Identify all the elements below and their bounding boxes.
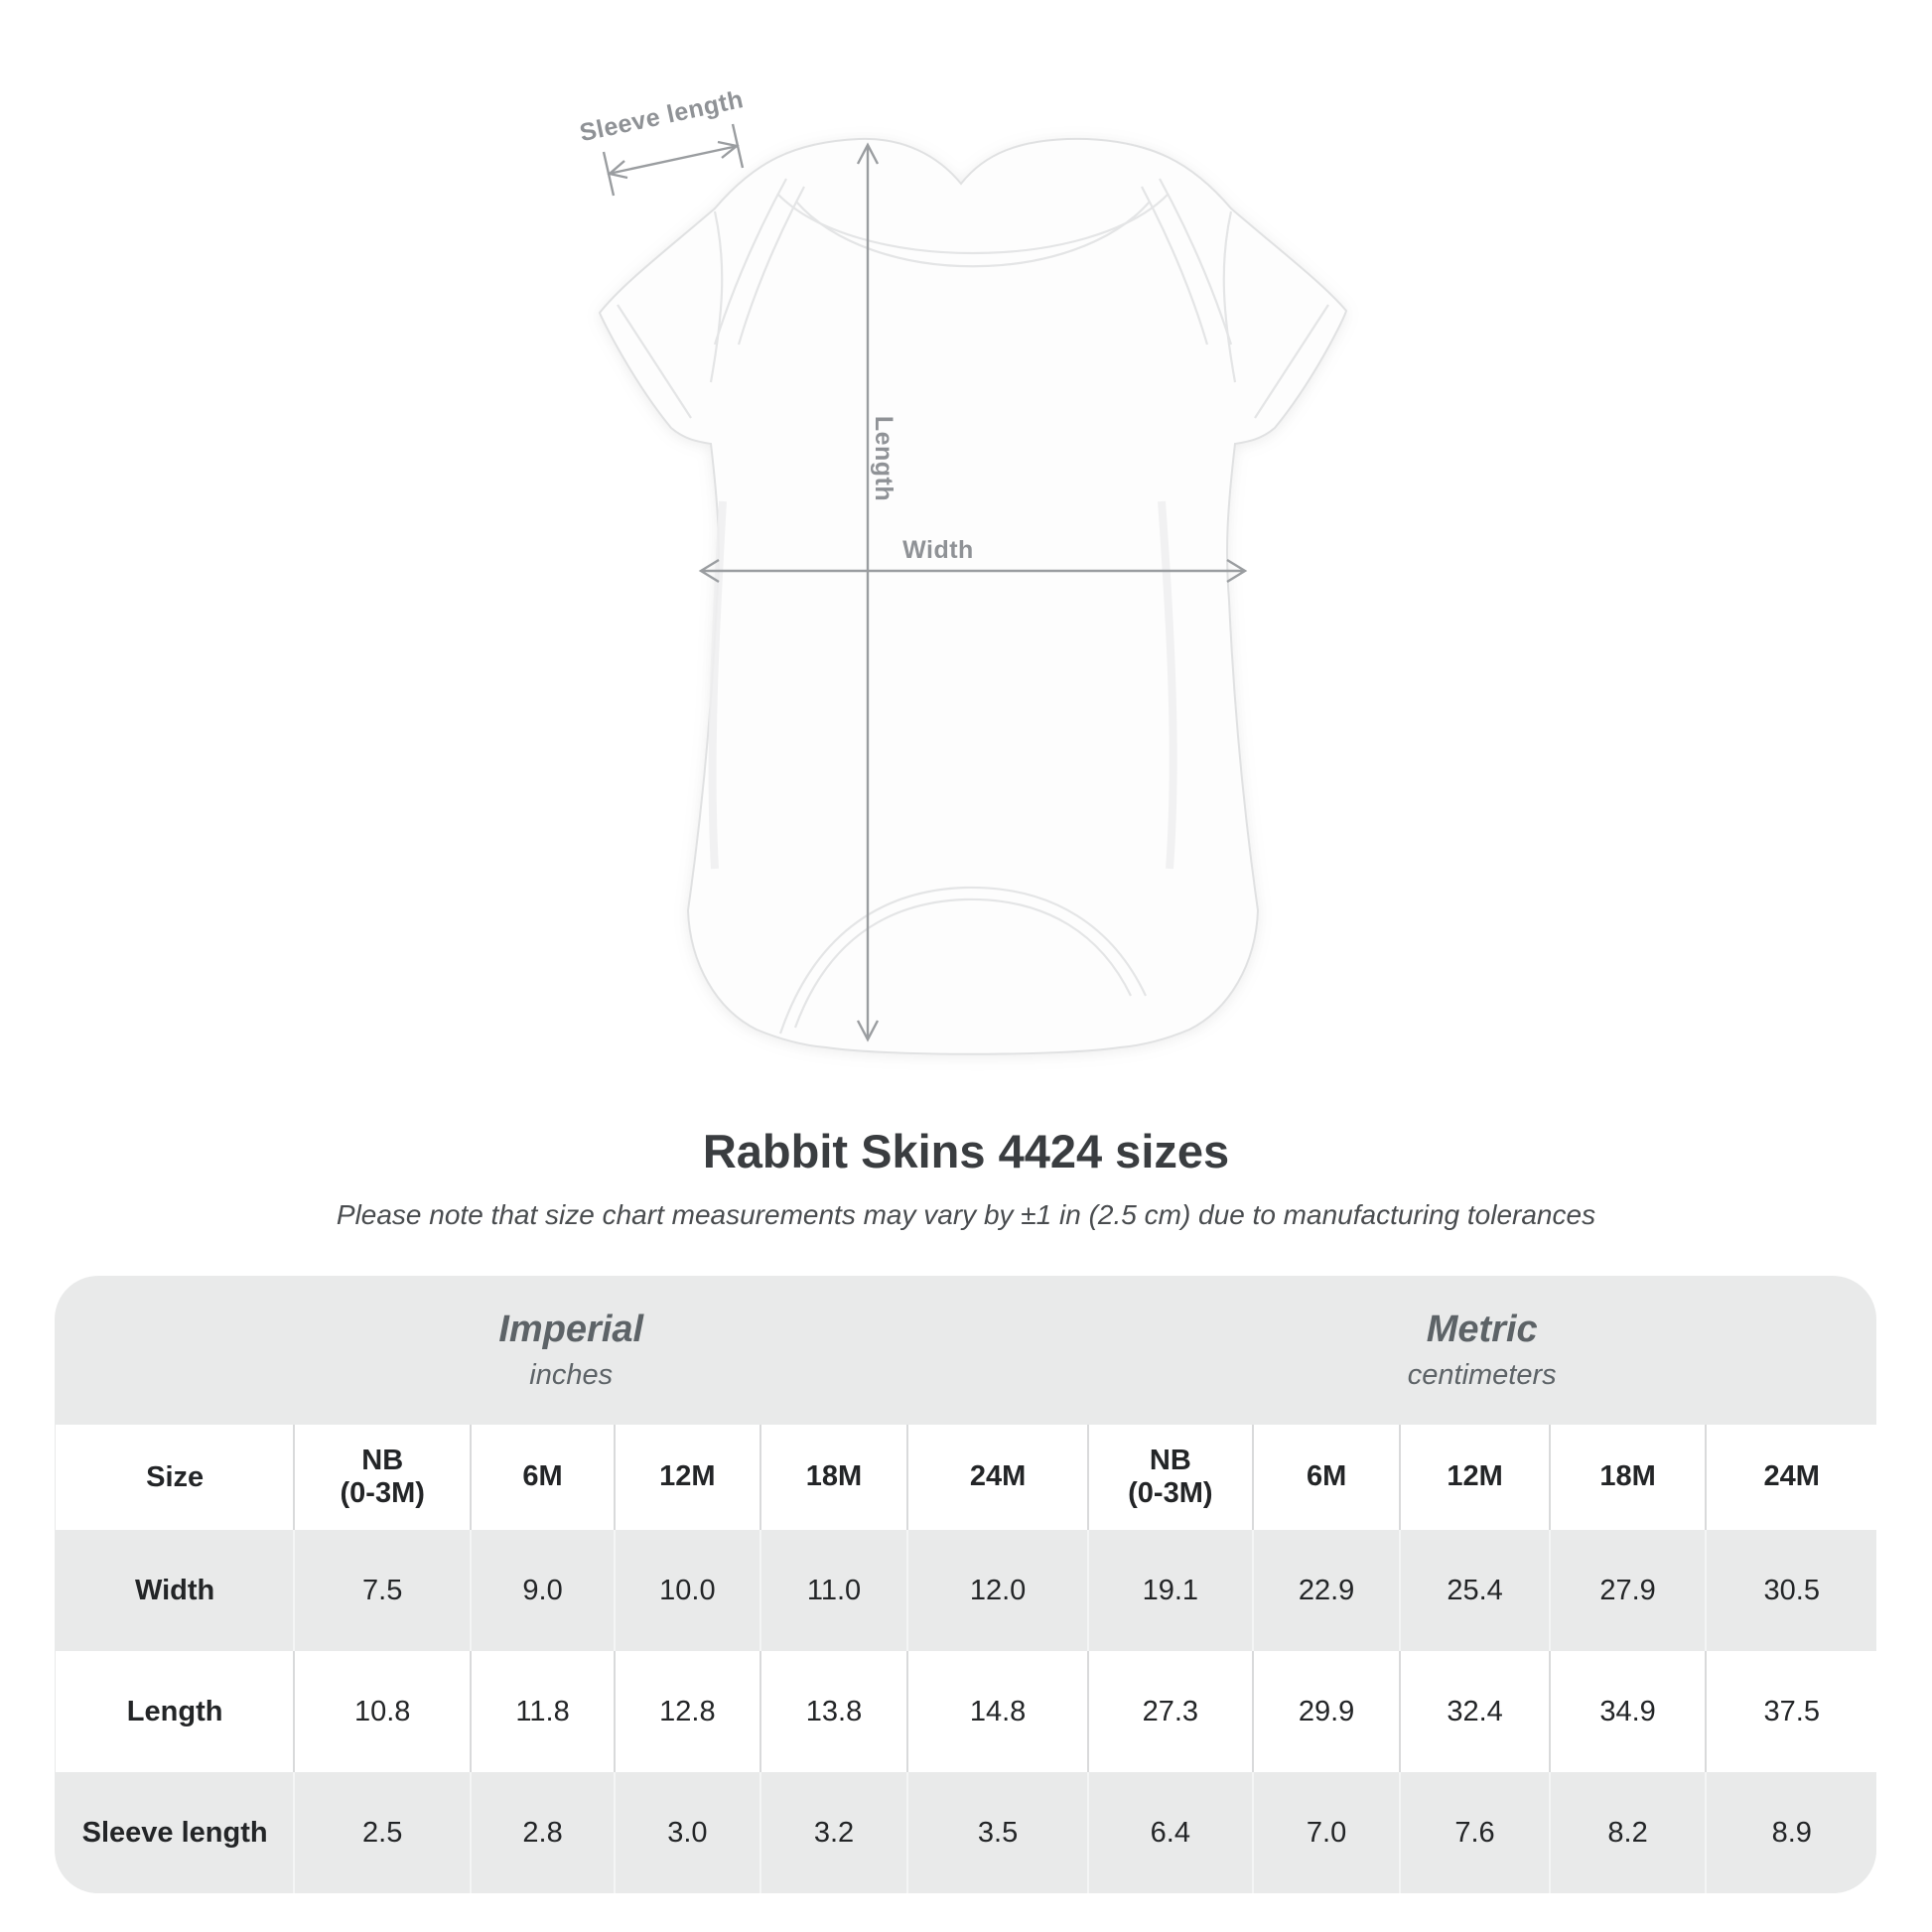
tolerance-note: Please note that size chart measurements may vary by ±1 in (2.5 cm) due to manufacturing tolerances [336,1199,1596,1230]
table-cell: 6.4 [1088,1772,1253,1893]
column-header-6m-metric: 6M [1253,1425,1401,1530]
bodysuit-measurement-diagram [467,84,1400,1072]
table-cell: 9.0 [471,1530,615,1651]
table-cell: 34.9 [1550,1651,1707,1772]
metric-group-header [1087,1276,1876,1425]
column-header-6m-imperial: 6M [471,1425,615,1530]
nb-label-line2: (0-3M) [340,1477,425,1509]
table-cell: 25.4 [1400,1530,1549,1651]
table-cell: 27.9 [1550,1530,1707,1651]
nb-label-line1: NB [1149,1444,1191,1476]
metric-group-unit: centimeters [1407,1359,1557,1391]
table-cell: 30.5 [1706,1530,1876,1651]
size-table [55,1276,1876,1893]
table-cell: 7.0 [1253,1772,1401,1893]
table-cell: 2.5 [294,1772,471,1893]
imperial-group-unit: inches [529,1359,614,1391]
table-cell: 2.8 [471,1772,615,1893]
table-cell: 8.9 [1706,1772,1876,1893]
imperial-group-title: Imperial [498,1309,644,1350]
imperial-group-header [55,1276,1087,1425]
column-header-nb-imperial [294,1425,471,1530]
bodysuit-graphic [600,139,1346,1054]
column-header-18m-metric: 18M [1550,1425,1707,1530]
table-cell: 10.0 [615,1530,760,1651]
table-cell: 32.4 [1400,1651,1549,1772]
sleeve-length-row [56,1772,1876,1893]
row-label-length: Length [126,1695,223,1727]
table-cell: 19.1 [1088,1530,1253,1651]
size-row-label: Size [146,1460,205,1493]
column-header-12m-imperial: 12M [615,1425,760,1530]
table-cell: 29.9 [1253,1651,1401,1772]
table-cell: 12.8 [615,1651,760,1772]
length-row [56,1651,1876,1772]
table-cell: 3.0 [615,1772,760,1893]
table-cell: 11.0 [760,1530,908,1651]
metric-group-title: Metric [1426,1309,1538,1350]
unit-group-header [55,1276,1876,1425]
column-header-nb-metric [1088,1425,1253,1530]
nb-label-line1: NB [361,1444,404,1476]
table-cell: 8.2 [1550,1772,1707,1893]
page-title: Rabbit Skins 4424 sizes [702,1125,1230,1177]
table-cell: 27.3 [1088,1651,1253,1772]
table-cell: 14.8 [907,1651,1088,1772]
size-table-grid [55,1425,1876,1893]
table-cell: 3.2 [760,1772,908,1893]
bodysuit-silhouette [600,139,1346,1054]
row-label-sleeve-length: Sleeve length [81,1816,268,1849]
table-cell: 11.8 [471,1651,615,1772]
length-label: Length [870,415,897,502]
sleeve-length-label: Sleeve length [577,85,747,148]
nb-label-line2: (0-3M) [1128,1477,1213,1509]
table-cell: 7.5 [294,1530,471,1651]
column-header-24m-imperial: 24M [907,1425,1088,1530]
table-cell: 12.0 [907,1530,1088,1651]
column-header-18m-imperial: 18M [760,1425,908,1530]
width-label: Width [902,536,974,564]
size-header-row [56,1425,1876,1530]
table-cell: 22.9 [1253,1530,1401,1651]
column-header-12m-metric: 12M [1400,1425,1549,1530]
width-row [56,1530,1876,1651]
column-header-24m-metric: 24M [1706,1425,1876,1530]
table-cell: 7.6 [1400,1772,1549,1893]
table-cell: 3.5 [907,1772,1088,1893]
row-label-width: Width [134,1574,215,1606]
table-cell: 10.8 [294,1651,471,1772]
bodysuit-diagram-svg [467,84,1400,1072]
table-cell: 37.5 [1706,1651,1876,1772]
table-cell: 13.8 [760,1651,908,1772]
